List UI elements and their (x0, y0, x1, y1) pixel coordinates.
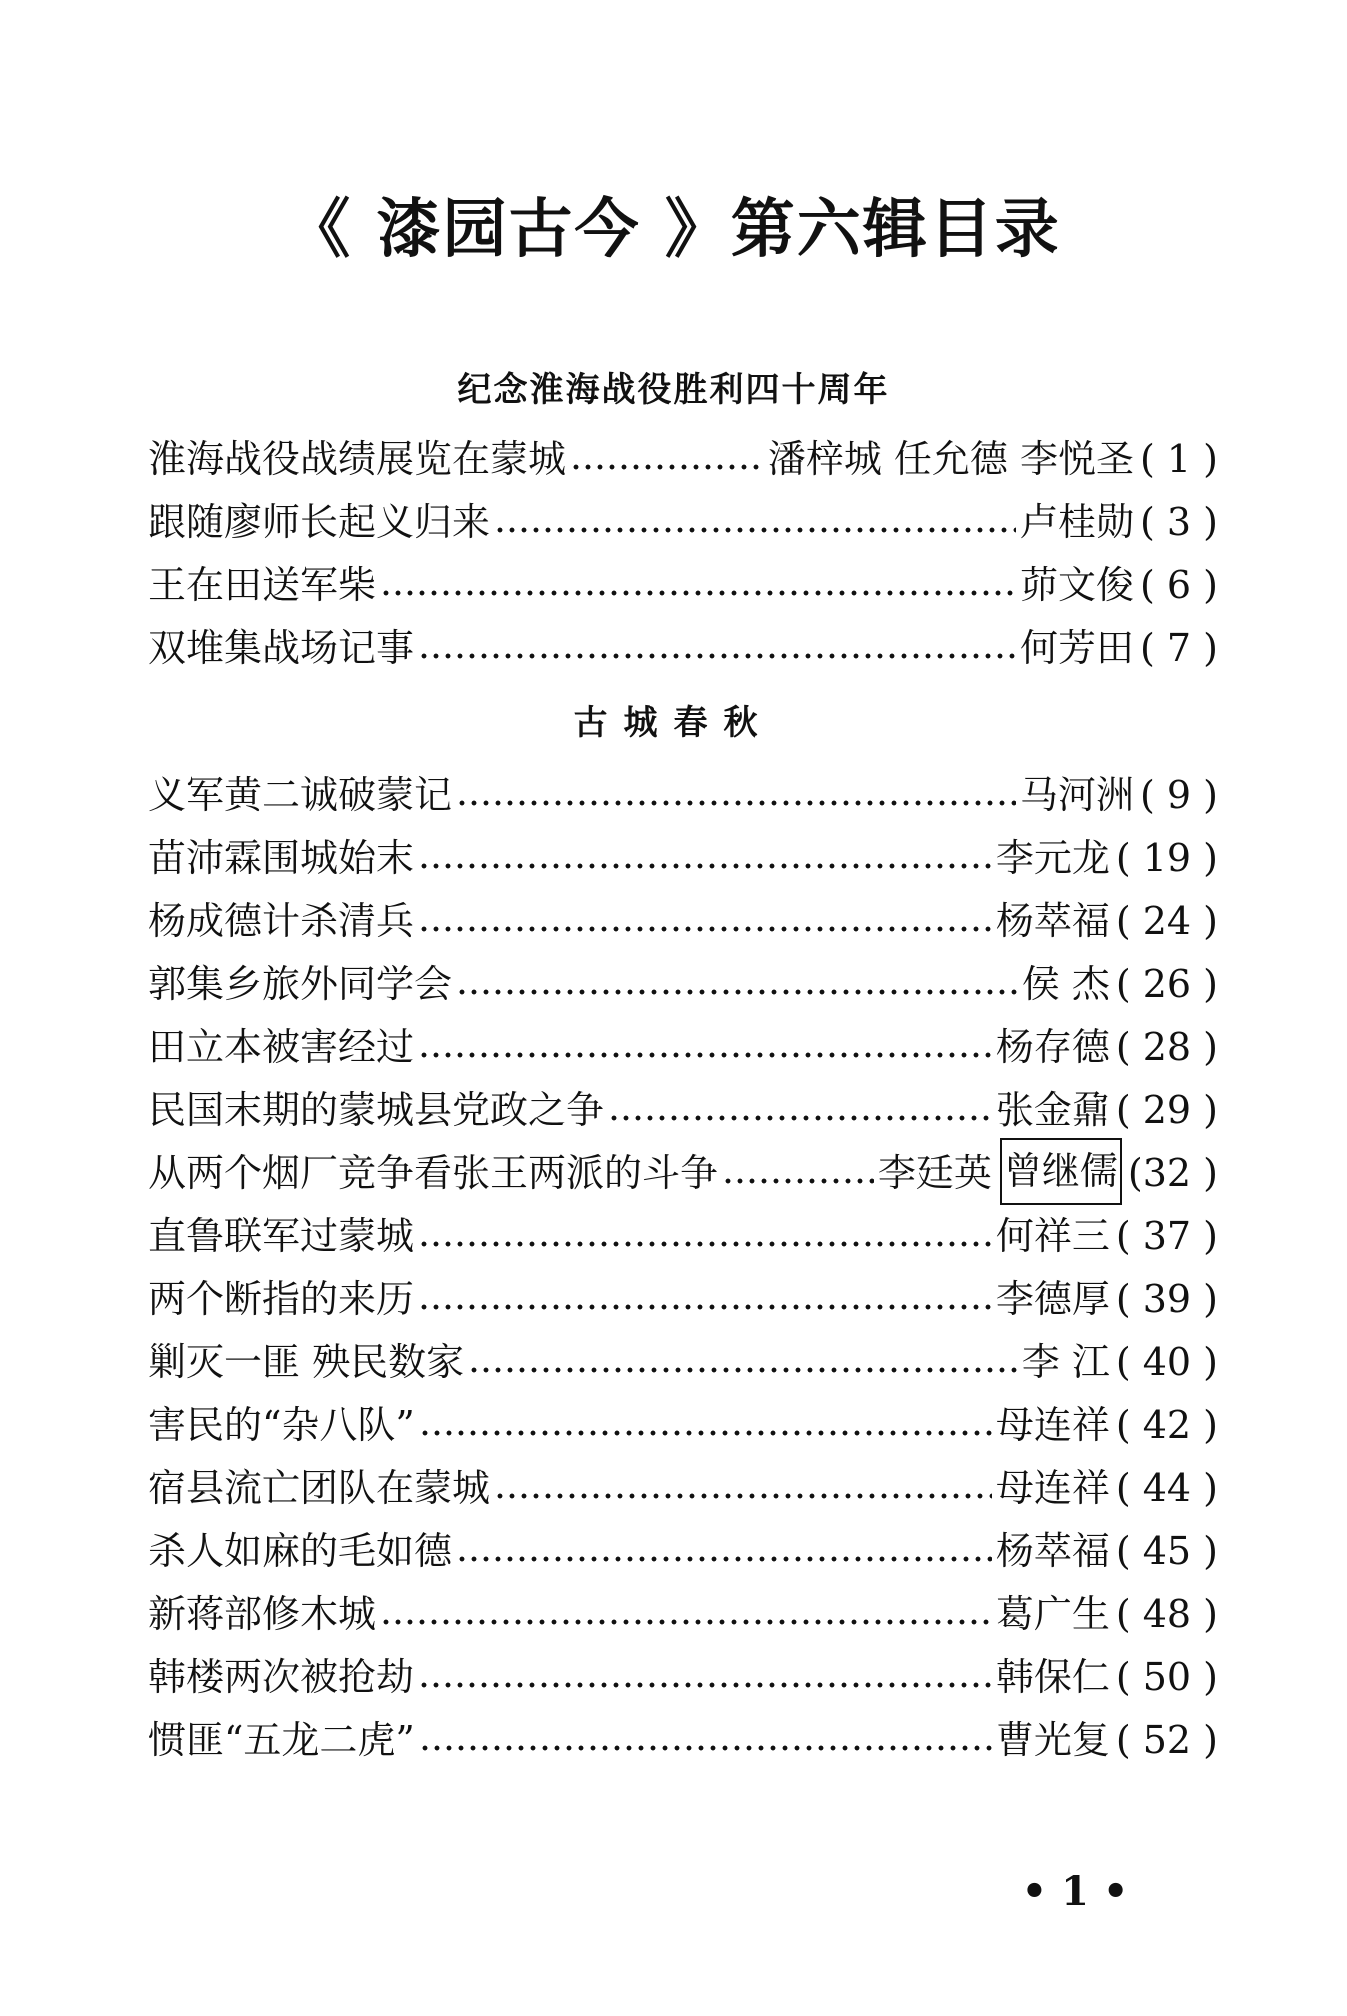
toc-list-huaihai (148, 428, 1218, 680)
entry-author: 卢桂勋 (1019, 500, 1134, 544)
dot-leader (456, 985, 1018, 999)
entry-page: (32 ) (1127, 1151, 1218, 1195)
dot-leader (380, 586, 1016, 600)
entry-title: 民国末期的蒙城县党政之争 (148, 1088, 605, 1132)
entry-author: 何祥三 (995, 1214, 1110, 1258)
entry-title: 剿灭一匪 殃民数家 (148, 1340, 465, 1384)
toc-list-gucheng (148, 764, 1218, 1772)
entry-author: 李廷英 (877, 1151, 992, 1195)
entry-title: 苗沛霖围城始末 (148, 836, 415, 880)
entry-title: 义军黄二诚破蒙记 (148, 773, 453, 817)
entry-author: 马河洲 (1019, 773, 1134, 817)
entry-author-boxed: 曾继儒 (1000, 1138, 1122, 1205)
entry-page: ( 52 ) (1115, 1718, 1218, 1762)
section-heading-huaihai: 纪念淮海战役胜利四十周年 (457, 370, 890, 410)
toc-entry (148, 428, 1218, 491)
entry-author: 李德厚 (995, 1277, 1110, 1321)
entry-author: 杨存德 (995, 1025, 1110, 1069)
dot-leader (494, 1489, 992, 1503)
entry-title: 新蒋部修木城 (148, 1592, 377, 1636)
entry-title: 跟随廖师长起义归来 (148, 500, 491, 544)
dot-leader (419, 1426, 992, 1440)
entry-page: ( 39 ) (1115, 1277, 1218, 1321)
toc-entry (148, 1583, 1218, 1646)
toc-entry (148, 1142, 1218, 1205)
entry-title: 韩楼两次被抢劫 (148, 1655, 415, 1699)
entry-author: 李元龙 (995, 836, 1110, 880)
toc-entry (148, 890, 1218, 953)
dot-leader (608, 1111, 992, 1125)
entry-author: 曹光复 (995, 1718, 1110, 1762)
entry-page: ( 26 ) (1115, 962, 1218, 1006)
toc-entry (148, 1394, 1218, 1457)
entry-page: ( 40 ) (1115, 1340, 1218, 1384)
entry-page: ( 1 ) (1140, 437, 1218, 481)
entry-title: 田立本被害经过 (148, 1025, 415, 1069)
dot-leader (456, 1552, 992, 1566)
toc-entry (148, 1016, 1218, 1079)
entry-page: ( 7 ) (1140, 626, 1218, 670)
dot-leader (380, 1615, 992, 1629)
entry-title: 直鲁联军过蒙城 (148, 1214, 415, 1258)
entry-author: 杨萃福 (995, 1529, 1110, 1573)
toc-entry (148, 1520, 1218, 1583)
dot-leader (468, 1363, 1018, 1377)
page-title: 《 漆园古今 》第六辑目录 (286, 192, 1061, 267)
entry-author: 何芳田 (1019, 626, 1134, 670)
dot-leader (418, 1300, 992, 1314)
entry-page: ( 48 ) (1115, 1592, 1218, 1636)
dot-leader (456, 796, 1016, 810)
entry-title: 淮海战役战绩展览在蒙城 (148, 437, 567, 481)
dot-leader (570, 460, 764, 474)
toc-entry (148, 1457, 1218, 1520)
toc-entry (148, 1205, 1218, 1268)
toc-entry (148, 491, 1218, 554)
entry-author: 母连祥 (995, 1403, 1110, 1447)
entry-page: ( 37 ) (1115, 1214, 1218, 1258)
entry-page: ( 6 ) (1140, 563, 1218, 607)
entry-author: 潘梓城 任允德 李悦圣 (767, 437, 1134, 481)
entry-page: ( 28 ) (1115, 1025, 1218, 1069)
entry-author: 张金鼐 (995, 1088, 1110, 1132)
toc-entry (148, 1079, 1218, 1142)
entry-page: ( 45 ) (1115, 1529, 1218, 1573)
entry-title: 两个断指的来历 (148, 1277, 415, 1321)
entry-author: 母连祥 (995, 1466, 1110, 1510)
entry-author: 侯 杰 (1021, 962, 1110, 1006)
dot-leader (418, 1237, 992, 1251)
entry-author: 杨萃福 (995, 899, 1110, 943)
entry-page: ( 44 ) (1115, 1466, 1218, 1510)
page-number: • 1 • (1021, 1868, 1129, 1915)
entry-page: ( 42 ) (1115, 1403, 1218, 1447)
entry-title: 宿县流亡团队在蒙城 (148, 1466, 491, 1510)
entry-title: 郭集乡旅外同学会 (148, 962, 453, 1006)
entry-title: 害民的“杂八队” (148, 1403, 415, 1447)
entry-title: 王在田送军柴 (148, 563, 377, 607)
dot-leader (494, 523, 1016, 537)
entry-author: 韩保仁 (995, 1655, 1110, 1699)
toc-entry (148, 764, 1218, 827)
entry-title: 惯匪“五龙二虎” (148, 1718, 415, 1762)
entry-page: ( 3 ) (1140, 500, 1218, 544)
dot-leader (418, 649, 1016, 663)
toc-entry (148, 1331, 1218, 1394)
toc-entry (148, 1268, 1218, 1331)
toc-entry (148, 1709, 1218, 1772)
dot-leader (722, 1174, 874, 1188)
dot-leader (418, 1678, 992, 1692)
entry-page: ( 50 ) (1115, 1655, 1218, 1699)
entry-author: 李 江 (1021, 1340, 1110, 1384)
entry-author: 葛广生 (995, 1592, 1110, 1636)
entry-title: 双堆集战场记事 (148, 626, 415, 670)
entry-page: ( 29 ) (1115, 1088, 1218, 1132)
toc-entry (148, 617, 1218, 680)
dot-leader (418, 1048, 992, 1062)
toc-entry (148, 827, 1218, 890)
dot-leader (419, 1741, 992, 1755)
entry-title: 从两个烟厂竞争看张王两派的斗争 (148, 1151, 719, 1195)
entry-author: 茆文俊 (1019, 563, 1134, 607)
toc-entry (148, 554, 1218, 617)
dot-leader (418, 922, 992, 936)
entry-page: ( 19 ) (1115, 836, 1218, 880)
entry-title: 杨成德计杀清兵 (148, 899, 415, 943)
entry-page: ( 24 ) (1115, 899, 1218, 943)
toc-entry (148, 953, 1218, 1016)
entry-page: ( 9 ) (1140, 773, 1218, 817)
toc-entry (148, 1646, 1218, 1709)
dot-leader (418, 859, 992, 873)
entry-title: 杀人如麻的毛如德 (148, 1529, 453, 1573)
section-heading-gucheng: 古城春秋 (573, 703, 774, 743)
